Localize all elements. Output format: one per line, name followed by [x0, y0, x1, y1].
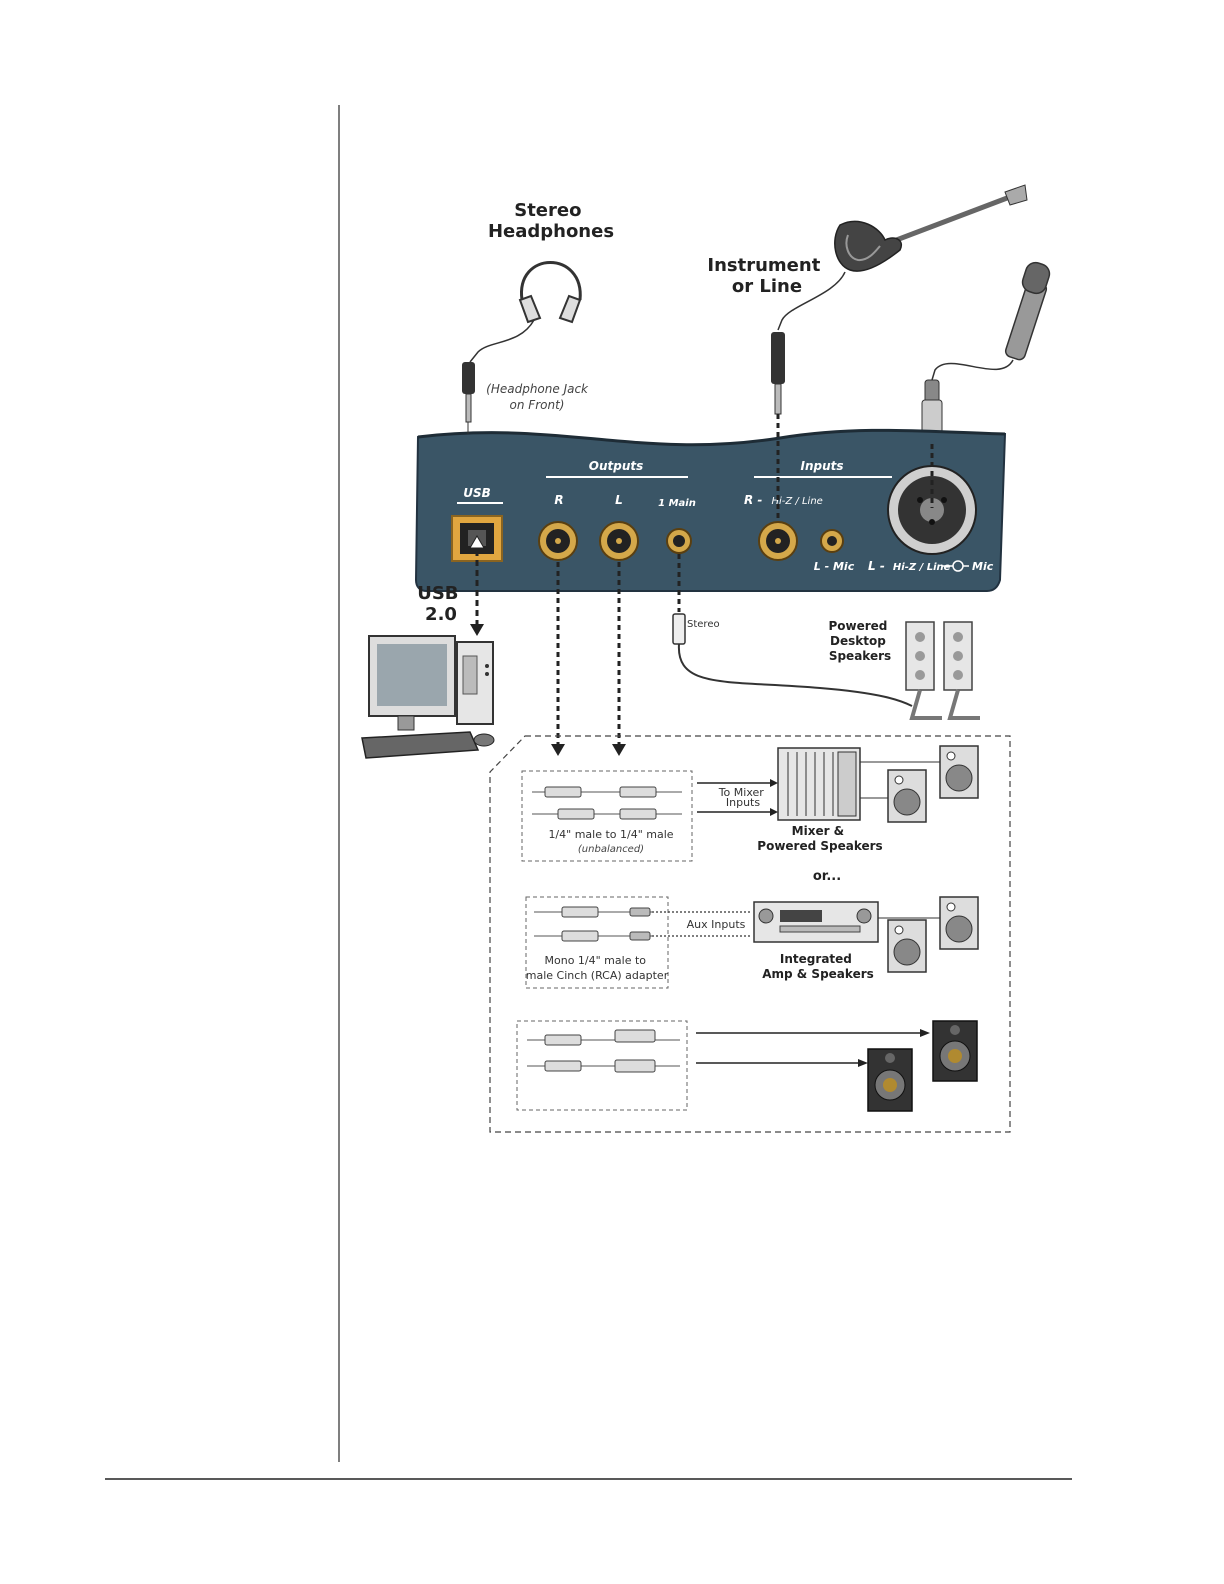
microphone-icon	[932, 260, 1052, 380]
mixer-icon	[778, 748, 860, 820]
stereo-plug-icon	[673, 614, 685, 644]
combo-xlr-jack[interactable]	[888, 466, 976, 554]
main-out-jack[interactable]	[667, 529, 691, 553]
amp-speaker-front-icon	[888, 920, 926, 972]
stereo-label: Stereo	[687, 619, 720, 630]
to-mixer-arrowhead-bottom-icon	[770, 808, 778, 816]
headphones-label-line1: Stereo	[514, 200, 582, 221]
output-r-arrow-icon	[551, 744, 565, 756]
output-r-label: R	[554, 493, 564, 507]
headphone-jack-note-line2: on Front)	[509, 398, 565, 412]
option-monitors	[517, 1021, 977, 1111]
option-mixer	[522, 746, 978, 861]
to-mixer-label-line1: To Mixer	[718, 786, 764, 799]
headphones-icon	[470, 263, 580, 363]
l-mic-jack[interactable]	[821, 530, 843, 552]
desktop-speakers-icon	[906, 622, 980, 718]
svg-text:USB 2.0	[417, 583, 465, 625]
svg-text:Mixer & Powered Speakers	[757, 824, 882, 853]
svg-text:Integrated Amp & Speaker	[762, 952, 874, 981]
headphones-group	[462, 200, 614, 422]
input-r-label-main: R -	[744, 493, 763, 507]
instrument-label-line2: or Line	[731, 276, 803, 297]
svg-text:To Mixer Inputs	[718, 786, 768, 809]
output-r-jack[interactable]	[539, 522, 577, 560]
monitor-front-icon	[868, 1049, 912, 1111]
amp-label-line2: Amp & Speakers	[762, 967, 874, 981]
to-mixer-label-line2: Inputs	[725, 796, 761, 809]
usb-port-label: USB	[463, 486, 491, 500]
svg-text:Powered Desktop Speake	[828, 619, 891, 663]
svg-text:Instrument or Line	[707, 255, 826, 297]
headphone-jack-note-line1: (Headphone Jack	[486, 382, 589, 396]
input-l-label-main: L -	[868, 559, 885, 573]
instrument-group	[707, 185, 1027, 414]
option-amp	[526, 897, 978, 988]
instrument-label-line1: Instrument	[707, 255, 821, 276]
mixer-label-line1: Mixer &	[791, 824, 845, 838]
outputs-header: Outputs	[588, 459, 644, 473]
microphone-group	[922, 260, 1052, 444]
desktop-speakers-label-line1: Powered	[828, 619, 888, 633]
l-mic-label: L - Mic	[813, 560, 855, 573]
computer-icon	[362, 636, 494, 758]
back-panel	[416, 430, 1005, 591]
input-r-jack[interactable]	[759, 522, 797, 560]
input-r-label-sub: Hi-Z / Line	[771, 496, 823, 507]
monitor-arrowhead-top-icon	[920, 1029, 930, 1037]
headphones-label-line2: Headphones	[487, 221, 615, 242]
desktop-speakers-label-line2: Desktop	[830, 634, 886, 648]
usb-cable-label-line1: USB	[417, 583, 459, 604]
svg-text:Stereo Headphones	[488, 200, 614, 242]
mixer-speaker-back-icon	[940, 746, 978, 798]
amp-speaker-back-icon	[940, 897, 978, 949]
output-l-jack[interactable]	[600, 522, 638, 560]
monitor-arrowhead-bottom-icon	[858, 1059, 868, 1067]
output-l-label: L	[615, 493, 623, 507]
usb-arrow-down-icon	[470, 624, 484, 636]
svg-text:Mono 1/4" male to male C	[526, 954, 669, 982]
cable1-note: (unbalanced)	[577, 844, 645, 855]
desktop-speakers-label-line3: Speakers	[828, 649, 892, 663]
cable1-label: 1/4" male to 1/4" male	[548, 828, 674, 841]
output-l-arrow-icon	[612, 744, 626, 756]
mic-label: Mic	[972, 560, 994, 573]
input-l-label-sub: Hi-Z / Line	[892, 562, 951, 573]
aux-label: Aux Inputs	[686, 918, 746, 931]
mixer-speaker-front-icon	[888, 770, 926, 822]
main-out-label: 1 Main	[658, 498, 696, 509]
cable2-label-line1: Mono 1/4" male to	[544, 954, 646, 967]
mixer-label-line2: Powered Speakers	[757, 839, 883, 853]
cable2-label-line2: male Cinch (RCA) adapter	[525, 969, 669, 982]
instrument-plug-icon	[771, 332, 785, 414]
or-label: or...	[812, 869, 842, 884]
to-mixer-arrowhead-top-icon	[770, 779, 778, 787]
cable3-icon	[527, 1030, 680, 1072]
amp-icon	[754, 902, 878, 942]
usb-cable-label-line2: 2.0	[425, 604, 457, 625]
cable2-icon	[534, 907, 652, 941]
monitor-back-icon	[933, 1021, 977, 1081]
amp-label-line1: Integrated	[779, 952, 852, 966]
inputs-header: Inputs	[800, 459, 844, 473]
cable1-icon	[532, 787, 682, 819]
svg-text:(Headphone Jack on Front	[486, 382, 592, 412]
headphone-plug-icon	[462, 362, 475, 422]
